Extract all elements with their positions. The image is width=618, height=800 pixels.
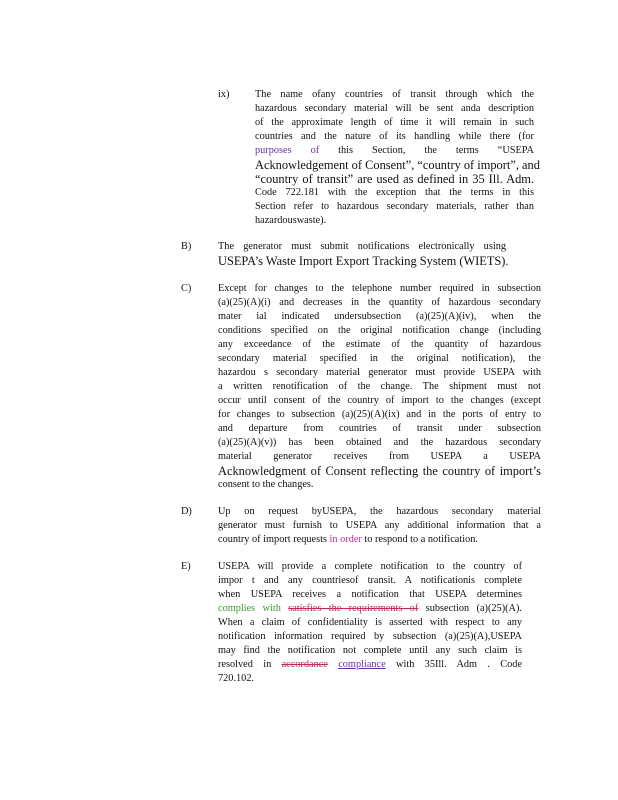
text-line: resolved in accordance compliance with 35Ill. Adm . Code bbox=[218, 659, 523, 670]
text-line: Section refer to hazardous secondary materials, rather than bbox=[255, 201, 534, 212]
text-line: any exceedance of the estimate of the quantity of hazardous bbox=[218, 339, 541, 350]
text-line: when USEPA receives a notification that USEPA determines bbox=[218, 589, 522, 600]
text-line: may find the notification not complete until any such claim is bbox=[218, 645, 522, 656]
item-c-text bbox=[218, 282, 541, 492]
text-line: Acknowledgment of Consent reflecting the country of import’s bbox=[218, 464, 541, 478]
text-line: conditions specified on the original notification change (including bbox=[218, 325, 541, 336]
text-line: complies with satisfies the requirements of subsection (a)(25)(A). bbox=[218, 603, 522, 614]
text-line: generator must furnish to USEPA any additional information that a bbox=[218, 520, 541, 531]
text-line: Acknowledgement of Consent”, “country of import”, and bbox=[255, 158, 540, 172]
text-line: countries and the nature of its handling while there (for bbox=[255, 131, 534, 142]
item-d-text bbox=[218, 505, 541, 547]
item-e-text bbox=[218, 560, 522, 686]
text-line: country of import requests in order to respond to a notification. bbox=[218, 534, 478, 545]
item-b-text bbox=[218, 240, 509, 268]
text-line: Except for changes to the telephone number required in subsection bbox=[218, 283, 541, 294]
text-line: of the approximate length of time it will remain in such bbox=[255, 117, 534, 128]
text-line: consent to the changes. bbox=[218, 479, 314, 490]
text-line: material generator receives from USEPA a USEPA bbox=[218, 451, 541, 462]
text-line: a written renotification of the change. The shipment must not bbox=[218, 381, 541, 392]
item-c-marker: C) bbox=[181, 283, 192, 294]
text-line: The name ofany countries of transit through which the bbox=[255, 89, 534, 100]
text-line: 720.102. bbox=[218, 673, 255, 684]
text-line: When a claim of confidentiality is asserted with respect to any bbox=[218, 617, 522, 628]
text-line: hazardouswaste). bbox=[255, 215, 327, 226]
text-line: (a)(25)(A)(i) and decreases in the quantity of hazardous secondary bbox=[218, 297, 541, 308]
text-line: mater ial indicated undersubsection (a)(25)(A)(iv), when the bbox=[218, 311, 541, 322]
revision-deletion: satisfies the requirements of bbox=[288, 603, 419, 614]
revision-insert-pink: in order bbox=[329, 534, 362, 545]
item-ix-text bbox=[255, 88, 540, 228]
text-line: hazardous secondary material will be sent anda description bbox=[255, 103, 534, 114]
text-line: (a)(25)(A)(v)) has been obtained and the hazardous secondary bbox=[218, 437, 541, 448]
text-line: impor t and any countriesof transit. A notificationis complete bbox=[218, 575, 522, 586]
text-line: “country of transit” are used as defined in 35 Ill. Adm. bbox=[255, 172, 534, 186]
text-line: secondary material specified in the original notification), the bbox=[218, 353, 541, 364]
text-line: purposes of this Section, the terms “USEPA bbox=[255, 145, 534, 156]
item-d-marker: D) bbox=[181, 506, 192, 517]
revision-deletion: accordance bbox=[281, 659, 328, 670]
item-e-marker: E) bbox=[181, 561, 191, 572]
text-line: USEPA will provide a complete notification to the country of bbox=[218, 561, 522, 572]
text-line: for changes to subsection (a)(25)(A)(ix) and in the ports of entry to bbox=[218, 409, 541, 420]
revision-insert-purple: purposes of bbox=[255, 145, 320, 156]
text-line: USEPA’s Waste Import Export Tracking System (WIETS). bbox=[218, 254, 509, 268]
text-line: Code 722.181 with the exception that the terms in this bbox=[255, 187, 534, 198]
text-line: hazardou s secondary material generator must provide USEPA with bbox=[218, 367, 541, 378]
text-line: occur until consent of the country of import to the changes (except bbox=[218, 395, 541, 406]
item-b-marker: B) bbox=[181, 241, 192, 252]
text-line: Up on request byUSEPA, the hazardous secondary material bbox=[218, 506, 541, 517]
item-ix-marker: ix) bbox=[218, 89, 230, 100]
revision-insert-underlined: compliance bbox=[338, 659, 386, 670]
text-line: and departure from countries of transit under subsection bbox=[218, 423, 541, 434]
text-line: notification information required by subsection (a)(25)(A),USEPA bbox=[218, 631, 522, 642]
revision-insert-green: complies with bbox=[218, 603, 281, 614]
text-line: The generator must submit notifications electronically using bbox=[218, 241, 506, 252]
